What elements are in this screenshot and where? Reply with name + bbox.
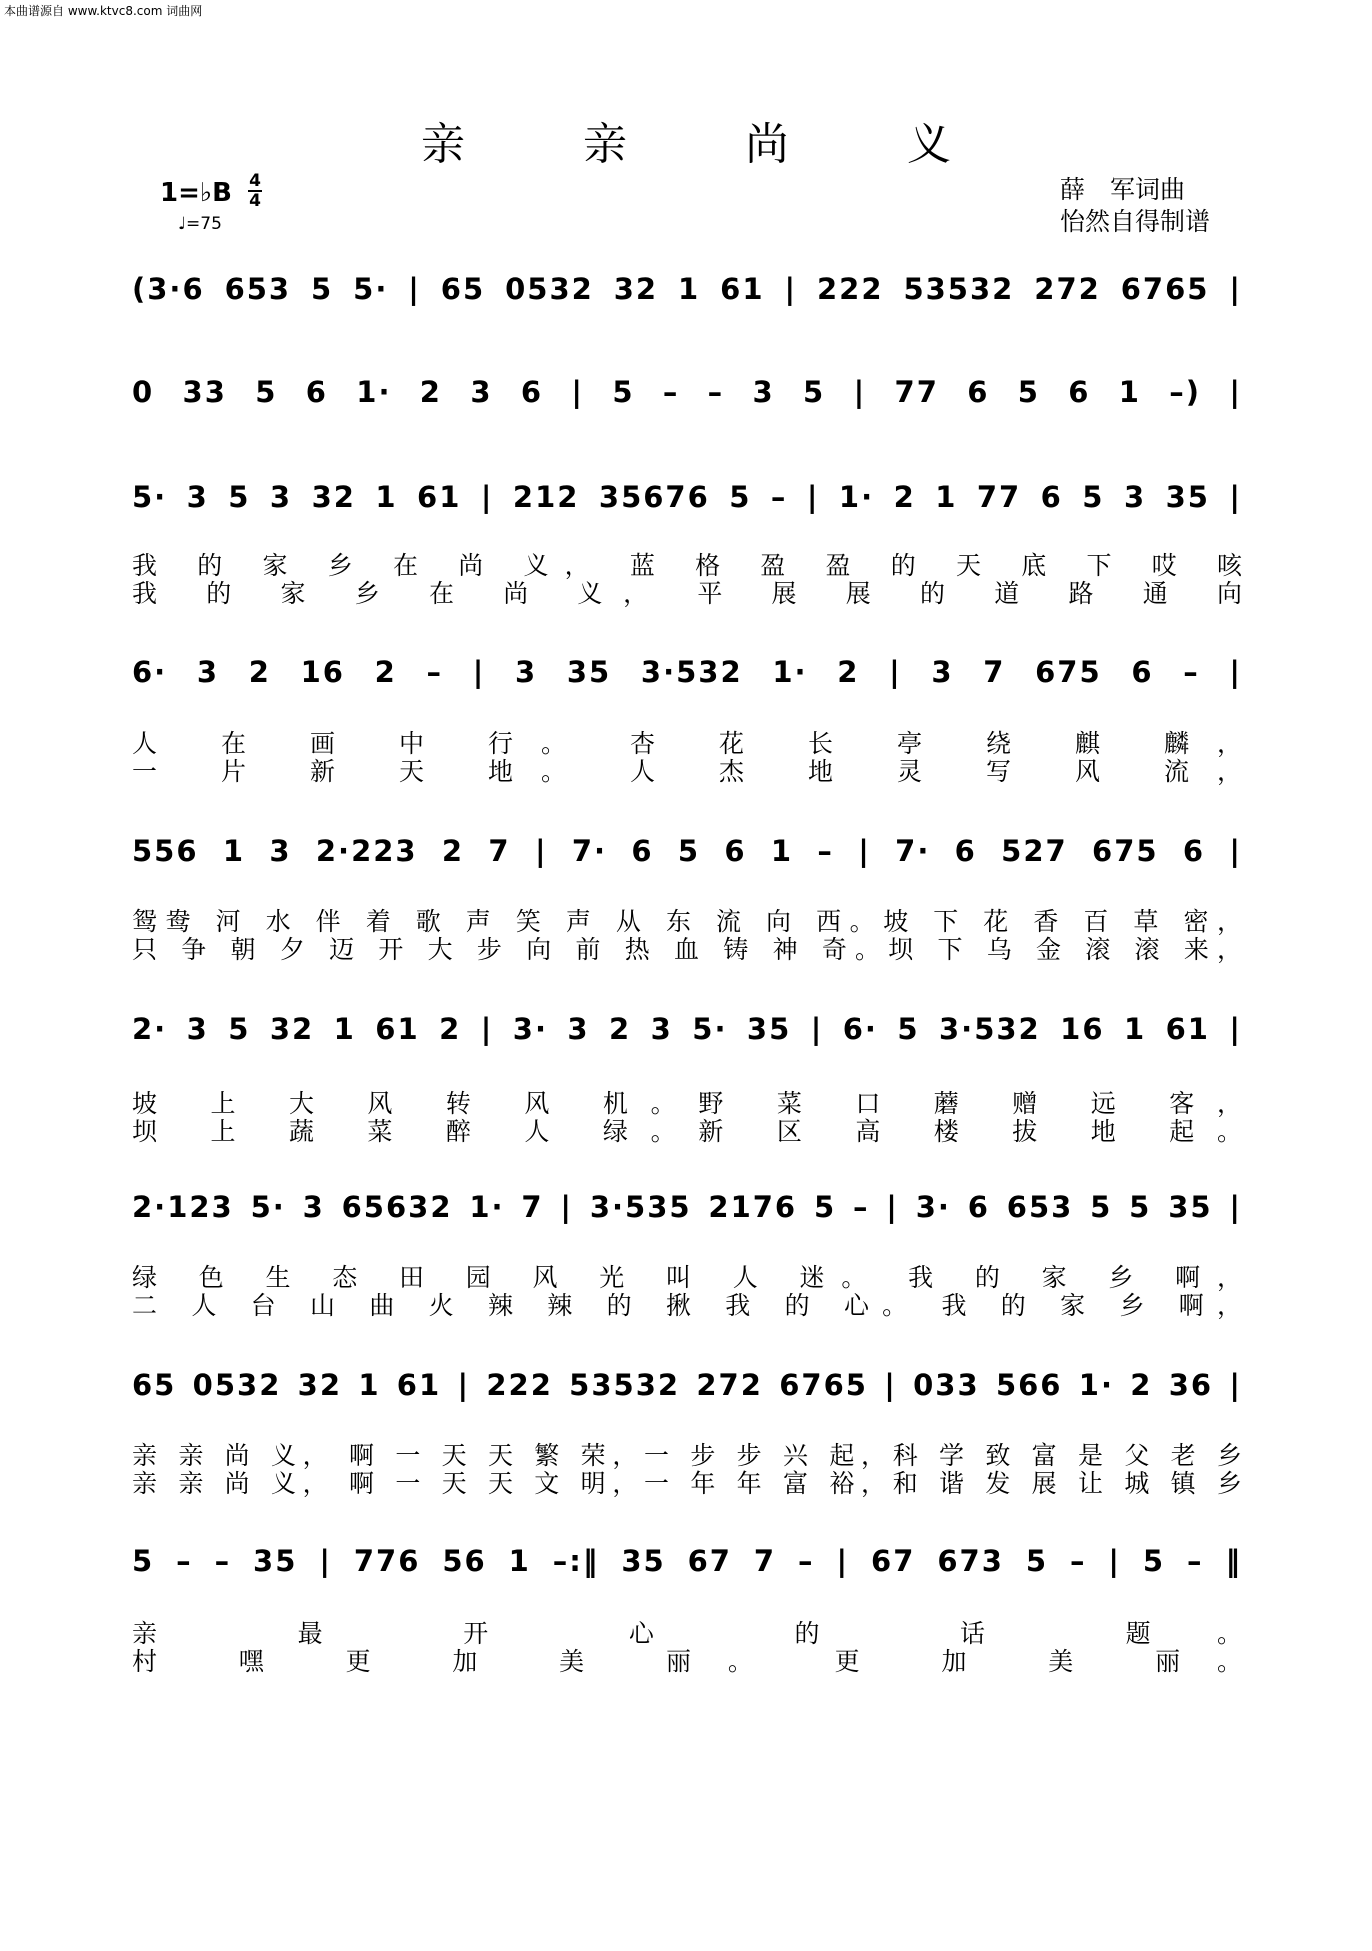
key-signature: 1=♭B — [160, 178, 232, 208]
song-title: 亲 亲 尚 义 — [421, 119, 1003, 170]
notation-line-5: 556 1 3 2·223 2 7 | 7· 6 5 6 1 – | 7· 6 527 675 6 | — [132, 834, 1242, 868]
notation-line-2: 0 33 5 6 1· 2 3 6 | 5 – – 3 5 | 77 6 5 6 1 –) | — [132, 375, 1242, 409]
lyric-line-3-verse-2: 我 的 家 乡 在 尚 义， 平 展 展 的 道 路 通 向 — [132, 579, 1242, 608]
lyric-line-8-verse-2: 亲 亲 尚 义， 啊 一 天 天 文 明，一 年 年 富 裕，和 谐 发 展 让 城 镇 乡 — [132, 1469, 1242, 1498]
lyric-line-4-verse-2: 一 片 新 天 地。 人 杰 地 灵 写 风 流， — [132, 757, 1242, 786]
score-maker-credit: 怡然自得制谱 — [1060, 207, 1211, 236]
source-watermark: 本曲谱源自 www.ktvc8.com 词曲网 — [4, 4, 203, 18]
lyric-line-9-verse-1: 亲 最 开 心 的 话 题。 — [132, 1619, 1242, 1648]
notation-line-9: 5 – – 35 | 776 56 1 –:‖ 35 67 7 – | 67 673 5 – | 5 – ‖ — [132, 1544, 1242, 1578]
notation-line-3: 5· 3 5 3 32 1 61 | 212 35676 5 – | 1· 2 1 77 6 5 3 35 | — [132, 480, 1242, 514]
notation-line-1: (3·6 653 5 5· | 65 0532 32 1 61 | 222 53532 272 6765 | — [132, 272, 1242, 306]
lyric-line-5-verse-1: 鸳鸯 河 水 伴 着 歌 声 笑 声 从 东 流 向 西。坡 下 花 香 百 草 密， — [132, 907, 1242, 936]
time-signature — [248, 172, 262, 210]
lyric-line-5-verse-2: 只 争 朝 夕 迈 开 大 步 向 前 热 血 铸 神 奇。坝 下 乌 金 滚 滚 来， — [132, 935, 1242, 964]
lyric-line-9-verse-2: 村 嘿 更 加 美 丽。 更 加 美 丽。 — [132, 1647, 1242, 1676]
time-signature-top: 4 — [249, 171, 261, 191]
lyric-line-7-verse-1: 绿 色 生 态 田 园 风 光 叫 人 迷。 我 的 家 乡 啊， — [132, 1263, 1242, 1292]
notation-line-7: 2·123 5· 3 65632 1· 7 | 3·535 2176 5 – | 3· 6 653 5 5 35 | — [132, 1190, 1242, 1224]
notation-line-4: 6· 3 2 16 2 – | 3 35 3·532 1· 2 | 3 7 675 6 – | — [132, 655, 1242, 689]
lyric-line-6-verse-2: 坝 上 蔬 菜 醉 人 绿。新 区 高 楼 拔 地 起。 — [132, 1117, 1242, 1146]
time-signature-bottom: 4 — [249, 191, 261, 211]
composer-credit: 薛 军词曲 — [1060, 175, 1186, 204]
credits — [1060, 174, 1210, 238]
lyric-line-4-verse-1: 人 在 画 中 行。 杏 花 长 亭 绕 麒 麟， — [132, 729, 1242, 758]
lyric-line-7-verse-2: 二 人 台 山 曲 火 辣 辣 的 揪 我 的 心。 我 的 家 乡 啊， — [132, 1291, 1242, 1320]
notation-line-8: 65 0532 32 1 61 | 222 53532 272 6765 | 033 566 1· 2 36 | — [132, 1368, 1242, 1402]
tempo-marking: ♩=75 — [178, 214, 222, 234]
lyric-line-3-verse-1: 我 的 家 乡 在 尚 义， 蓝 格 盈 盈 的 天 底 下 哎 咳 — [132, 551, 1242, 580]
lyric-line-8-verse-1: 亲 亲 尚 义， 啊 一 天 天 繁 荣，一 步 步 兴 起，科 学 致 富 是 父 老 乡 — [132, 1441, 1242, 1470]
lyric-line-6-verse-1: 坡 上 大 风 转 风 机。野 菜 口 蘑 赠 远 客， — [132, 1089, 1242, 1118]
notation-line-6: 2· 3 5 32 1 61 2 | 3· 3 2 3 5· 35 | 6· 5 3·532 16 1 61 | — [132, 1012, 1242, 1046]
